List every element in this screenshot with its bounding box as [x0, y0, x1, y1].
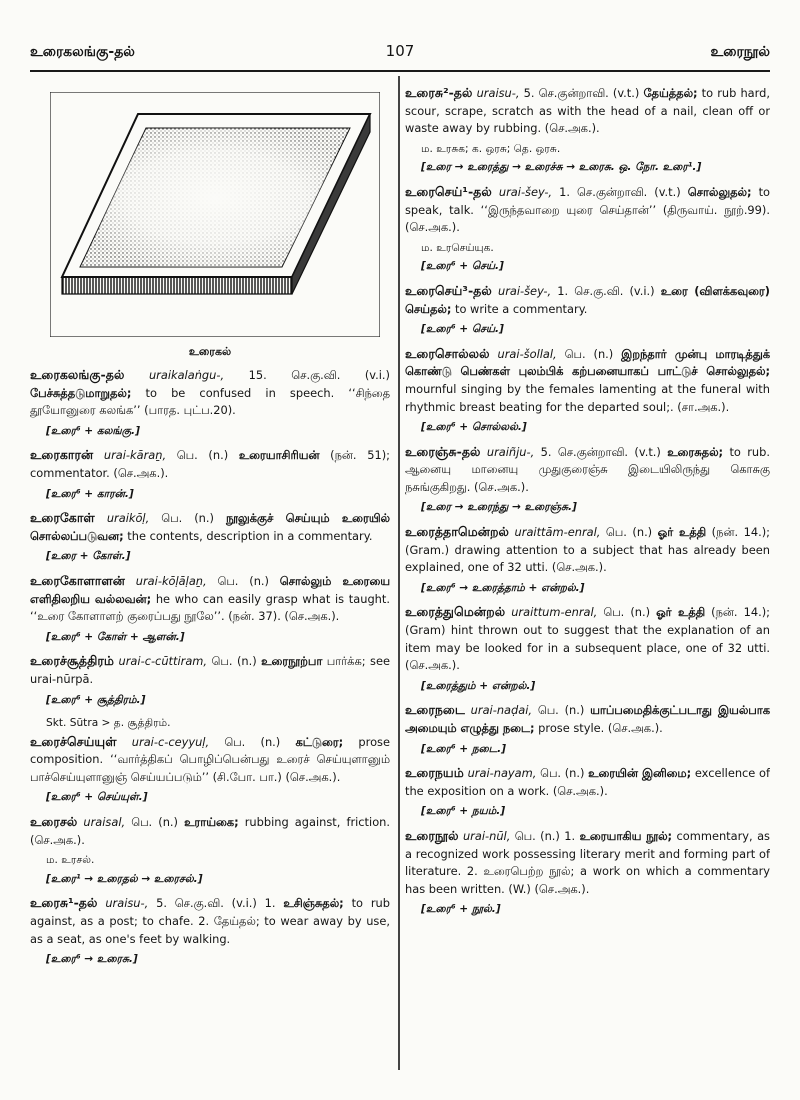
romanization: uraittum-enral, [511, 605, 598, 620]
headword: உரைநடை [405, 702, 465, 718]
dictionary-entry [405, 523, 770, 577]
dictionary-entry [30, 572, 390, 626]
gloss: commentary, as a recognized work possessing literary merit and forming part of literature. 2. உரைபெற்ற நூல்; a work on which a commentary has been written. (W.) (செ.அக.). [405, 828, 770, 896]
grammar: பெ. (n.) 1. [510, 828, 580, 843]
headword: உரைத்துமென்றல் [405, 604, 506, 620]
headword: உரைசெய்³-தல் [405, 282, 492, 298]
definition: தேய்த்தல்; [643, 86, 698, 100]
dictionary-entry [30, 813, 390, 849]
definition: சொல்லும் உரையை எளிதிலறிய வல்லவன்; [30, 573, 390, 606]
romanization: urai-šey-, [498, 184, 553, 199]
romanization: urai-c-ceyyuḷ, [131, 734, 210, 749]
headword: உரைகோளாளன் [30, 572, 125, 588]
definition: நூலுக்குச் செய்யும் உரையில் சொல்லப்படுவன; [30, 511, 390, 543]
grammar: பெ. (n.) [597, 605, 657, 620]
dictionary-entry [405, 183, 770, 237]
etymology-note: [உரைத்தும் + என்றல்.] [421, 679, 536, 692]
definition: ஓர் உத்தி [657, 525, 707, 540]
etymology-note: [உரை¹ → உரைதல் → உரைசல்.] [46, 872, 203, 885]
header-rule [30, 70, 770, 72]
romanization: uraisu-, [105, 896, 149, 911]
grammar: பெ. (n.) [125, 815, 185, 830]
romanization: urai-šey-, [497, 283, 552, 298]
romanization: urai-kōḷāḷaṉ, [135, 573, 207, 588]
etymology-note: [உரை⁶ + நயம்.] [421, 805, 506, 818]
headword: உரைசு²-தல் [405, 85, 473, 100]
gloss: (நன். 14.); (Gram) hint thrown out to suggest that the explanation of an item may be looked for in a subsequent place, one of 32 utti. (செ.அக.). [405, 605, 770, 673]
etymology-note: [உரை⁶ + நூல்.] [421, 903, 501, 916]
gloss: to rub hard, scour, scrape, scratch as with the head of a nail, clean off or waste away by rubbing. (செ.அக.). [405, 86, 770, 136]
grammar: பெ. (n.) [207, 654, 262, 669]
gloss: prose composition. ‘‘வார்த்திகப் பொழிப்பென்பது உரைச் செய்யுளானும் பாச்செய்யுளானுஞ் செய்யப்படும்’’ (சி.போ. பா.) (செ.அக.). [30, 734, 390, 784]
gloss: to be confused in speech. ‘‘சிந்தை தூயோனுரை கலங்க’’ (பாரத. புட்ப.20). [30, 385, 390, 418]
gloss: to write a commentary. [451, 301, 588, 316]
romanization: uraikōḷ, [106, 511, 150, 526]
definition: இறந்தார் முன்பு மாரடித்துக் கொண்டு பெண்கள் புலம்பிக் கற்பனையாகப் பாட்டுச் சொல்லுதல்; [405, 346, 770, 379]
grammar: பெ. (n.) [536, 766, 589, 781]
headword: உரைநூல் [405, 827, 459, 843]
cognates: Skt. Sūtra > த. சூத்திரம். [46, 717, 171, 730]
gloss: rubbing against, friction. (செ.அக.). [30, 815, 390, 847]
headword: உரைசல் [30, 814, 78, 830]
cognates: ம. உரசல். [46, 854, 95, 867]
etymology-note: [உரை⁶ → உரைசு.] [46, 953, 138, 966]
definition: உரையாகிய நூல்; [579, 828, 673, 843]
dictionary-entry [30, 894, 390, 948]
figure-caption: உரைகல் [188, 345, 232, 358]
gloss: excellence of the exposition on a work. (செ.அக.). [405, 766, 770, 798]
dictionary-entry [405, 603, 770, 674]
definition: உரை (விளக்கவுரை) செய்தல்; [405, 283, 770, 316]
etymology-note: [உரை⁶ + செய்.] [421, 260, 504, 273]
grammar: 5. செ.குன்றாவி. (v.t.) [534, 444, 668, 459]
definition: உரையாசிரியன் [238, 448, 320, 463]
dictionary-entry [405, 827, 770, 898]
definition: உசிஞ்சுதல்; [283, 896, 344, 911]
etymology-note: [உரை⁶ + கலங்கு.] [46, 424, 140, 437]
dictionary-entry [405, 764, 770, 800]
touchstone-illustration [50, 92, 380, 337]
grammar: 5. செ.கு.வி. (v.i.) 1. [148, 896, 284, 911]
etymology-note: [உரை⁶ + சொல்லல்.] [421, 421, 527, 434]
definition: ஓர் உத்தி [656, 605, 706, 620]
etymology-note: [உரை⁶ + செய்.] [421, 323, 504, 336]
gloss: he who can easily grasp what is taught. ‘‘உரை கோளாளற் குரைப்பது நூலே’’. (நன். 37). (செ.அக.). [30, 591, 390, 624]
running-head-left: உரைகலங்கு-தல் [30, 44, 135, 60]
headword: உரைசு¹-தல் [30, 895, 98, 911]
gloss: mournful singing by the females lamenting at the funeral with rhythmic breast beating for the departed soul;. (சா.அக.). [405, 381, 770, 414]
definition: உரையின் இனிமை; [588, 766, 692, 781]
grammar: 15. செ.கு.வி. (v.i.) [224, 368, 390, 382]
dictionary-entry [30, 446, 390, 482]
romanization: uraisu-, [476, 86, 520, 100]
headword: உரைத்தாமென்றல் [405, 524, 510, 540]
romanization: uraisal, [83, 815, 126, 830]
left-column [30, 366, 390, 1060]
grammar: பெ. (n.) [532, 703, 591, 718]
romanization: uraikalaṅgu-, [148, 368, 225, 382]
definition: உரைசுதல்; [667, 444, 724, 459]
etymology-note: [உரை⁶ + நடை.] [421, 742, 506, 755]
cognates: ம. உரசெய்யுக. [421, 241, 494, 254]
gloss: to rub against, as a post; to chafe. 2. தேய்தல்; to wear away by use, as a seat, as one's feet by walking. [30, 896, 390, 946]
headword: உரைசொல்லல் [405, 345, 490, 361]
gloss: to speak, talk. ‘‘இருந்தவாறை யுரை செய்தான்’’ (திருவாய். நூற்.99). (செ.அக.). [405, 184, 770, 235]
grammar: பெ. (n.) [206, 573, 280, 588]
etymology-note: [உரை + கோள்.] [46, 550, 131, 563]
grammar: பெ. (n.) [166, 448, 239, 463]
etymology-note: [உரை → உரைத்து → உரைச்சு → உரைசு. ஒ. நோ. உரை¹.] [421, 161, 702, 174]
definition: பேச்சுத்தடுமாறுதல்; [30, 385, 132, 400]
headword: உரைகலங்கு-தல் [30, 367, 125, 382]
definition: யாப்பமைதிக்குட்படாது இயல்பாக அமையும் எழுத்து நடை; [405, 703, 770, 735]
dictionary-entry [405, 84, 770, 138]
gloss: the contents, description in a commentary. [123, 528, 373, 543]
dictionary-entry [30, 733, 390, 787]
definition: உராய்கை; [184, 815, 239, 830]
column-divider [398, 76, 400, 1070]
dictionary-entry [405, 701, 770, 737]
romanization: urai-naḍai, [470, 703, 533, 718]
cognates: ம. உரசுக; க. ஒரசு; தெ. ஒரசு. [421, 142, 561, 155]
grammar: 1. செ.கு.வி. (v.i.) [551, 283, 661, 298]
romanization: urai-nūl, [462, 828, 511, 843]
definition: உரைநூற்பா [261, 654, 323, 669]
etymology-note: [உரை⁶ → உரைத்தாம் + என்றல்.] [421, 581, 585, 594]
gloss: (நன். 51); commentator. (செ.அக.). [30, 448, 390, 480]
romanization: urai-c-cūttiram, [118, 654, 208, 669]
dictionary-entry [30, 652, 390, 688]
romanization: urai-kāraṉ, [103, 448, 167, 463]
page-number: 107 [385, 42, 415, 60]
page-header [30, 40, 770, 68]
gloss: (நன். 14.); (Gram.) drawing attention to a subject that has already been explained, one of 32 utti. (செ.அக.). [405, 525, 770, 575]
grammar: பெ. (n.) [600, 525, 658, 540]
dictionary-entry [405, 443, 770, 497]
right-column [405, 84, 770, 1060]
romanization: uraiñju-, [486, 444, 535, 459]
headword: உரைகோள் [30, 510, 95, 526]
headword: உரைகாரன் [30, 447, 94, 463]
romanization: uraittām-enral, [514, 525, 601, 540]
gloss: to rub. ஆனையு மானையு முதுகுரைஞ்சு இடையிலிருந்து கொசுகு நசுங்குகிறது. (செ.அக.). [405, 444, 770, 494]
etymology-note: [உரை⁶ + செய்யுள்.] [46, 791, 148, 804]
dictionary-entry [30, 366, 390, 420]
romanization: urai-nayam, [467, 766, 537, 781]
headword: உரைநயம் [405, 765, 464, 781]
running-head-right: உரைநூல் [710, 44, 770, 60]
dictionary-entry [405, 282, 770, 318]
etymology-note: [உரை → உரைந்து → உரைஞ்சு.] [421, 501, 577, 514]
etymology-note: [உரை⁶ + சூத்திரம்.] [46, 693, 146, 706]
gloss: prose style. (செ.அக.). [534, 721, 663, 735]
grammar: 1. செ.குன்றாவி. (v.t.) [552, 184, 688, 199]
dictionary-entry [405, 345, 770, 416]
definition: சொல்லுதல்; [687, 184, 752, 199]
grammar: பெ. (n.) [149, 511, 226, 526]
etymology-note: [உரை⁶ + கோள் + ஆளன்.] [46, 630, 185, 643]
grammar: 5. செ.குன்றாவி. (v.t.) [519, 86, 644, 100]
dictionary-entry [30, 509, 390, 545]
headword: உரைசெய்¹-தல் [405, 183, 492, 199]
headword: உரைஞ்சு-தல் [405, 443, 481, 459]
gloss: பார்க்க; see urai-nūrpā. [30, 654, 390, 686]
romanization: urai-šollal, [497, 346, 557, 361]
etymology-note: [உரை⁶ + காரன்.] [46, 487, 134, 500]
grammar: பெ. (n.) [209, 734, 296, 749]
definition: கட்டுரை; [295, 734, 344, 749]
headword: உரைச்சூத்திரம் [30, 653, 115, 669]
headword: உரைச்செய்யுள் [30, 733, 117, 749]
grammar: பெ. (n.) [556, 346, 622, 361]
